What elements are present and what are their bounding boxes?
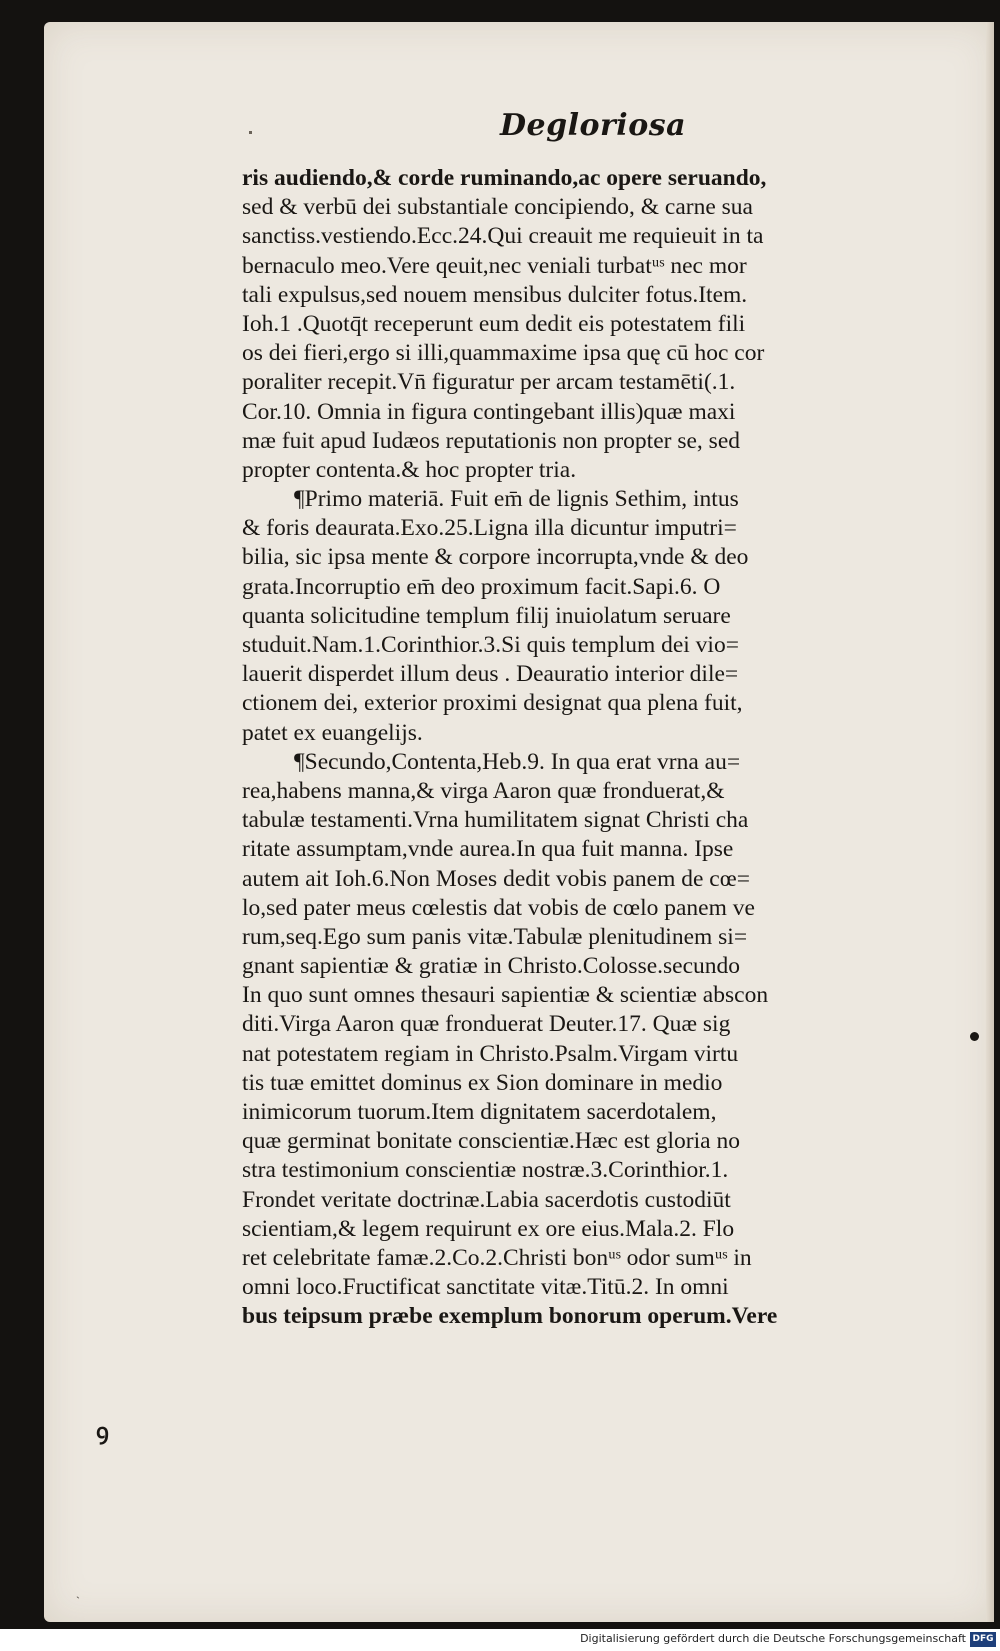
text-line: lo,sed pater meus cœlestis dat vobis de cœlo panem ve xyxy=(242,894,755,921)
text-line: bus teipsum præbe exemplum bonorum operum.Vere xyxy=(242,1303,778,1330)
ink-dot xyxy=(970,1032,979,1041)
text-line: sed & verbū dei substantiale concipiendo, & carne sua xyxy=(242,194,753,221)
text-block xyxy=(242,164,902,1332)
dfg-logo: DFG xyxy=(970,1632,996,1647)
text-line: ris audiendo,& corde ruminando,ac opere seruando, xyxy=(242,165,767,191)
text-line: nat potestatem regiam in Christo.Psalm.Virgam virtu xyxy=(242,1040,739,1067)
text-line: tis tuæ emittet dominus ex Sion dominare in medio xyxy=(242,1069,723,1096)
text-line: & foris deaurata.Exo.25.Ligna illa dicuntur imputri= xyxy=(242,515,737,542)
text-line: In quo sunt omnes thesauri sapientiæ & scientiæ abscon xyxy=(242,982,769,1009)
paragraph-start-line: ¶Secundo,Contenta,Heb.9. In qua erat vrna au= xyxy=(294,748,741,775)
text-line: rea,habens manna,& virga Aaron quæ fronduerat,& xyxy=(242,777,725,804)
text-line: patet ex euangelijs. xyxy=(242,719,423,746)
text-line: ctionem dei, exterior proximi designat qua plena fuit, xyxy=(242,690,743,717)
catchword-mark: ꝯ xyxy=(96,1419,109,1444)
text-line: inimicorum tuorum.Item dignitatem sacerdotalem, xyxy=(242,1099,717,1125)
margin-dot xyxy=(249,131,252,134)
text-line: lauerit disperdet illum deus . Deauratio interior dile= xyxy=(242,661,739,688)
text-line: grata.Incorruptio em̄ deo proximum facit.Sapi.6. O xyxy=(242,573,721,600)
text-line: sanctiss.vestiendo.Ecc.24.Qui creauit me requieuit in ta xyxy=(242,223,764,250)
funding-credit: Digitalisierung gefördert durch die Deutsche Forschungsgemeinschaft xyxy=(580,1632,966,1645)
text-line: bilia, sic ipsa mente & corpore incorrupta,vnde & deo xyxy=(242,544,749,571)
text-line: tali expulsus,sed nouem mensibus dulciter fotus.Item. xyxy=(242,281,748,308)
text-line: quæ germinat bonitate conscientiæ.Hæc est gloria no xyxy=(242,1128,740,1155)
text-line: propter contenta.& hoc propter tria. xyxy=(242,456,577,483)
text-line: Frondet veritate doctrinæ.Labia sacerdotis custodiūt xyxy=(242,1186,731,1213)
text-line: os dei fieri,ergo si illi,quammaxime ipsa quę cū hoc cor xyxy=(242,340,765,367)
text-line: rum,seq.Ego sum panis vitæ.Tabulæ plenitudinem si= xyxy=(242,923,748,950)
text-line: bernaculo meo.Vere qeuit,nec veniali turbatᵘˢ nec mor xyxy=(242,252,747,279)
digitization-footer xyxy=(0,1629,1000,1651)
text-line: omni loco.Fructificat sanctitate vitæ.Titū.2. In omni xyxy=(242,1274,729,1301)
text-line: studuit.Nam.1.Corinthior.3.Si quis templum dei vio= xyxy=(242,632,739,658)
text-line: tabulæ testamenti.Vrna humilitatem signat Christi cha xyxy=(242,807,749,834)
text-line: gnant sapientiæ & gratiæ in Christo.Colosse.secundo xyxy=(242,953,741,980)
running-head: Degloriosa xyxy=(500,108,687,143)
text-line: ret celebritate famæ.2.Co.2.Christi bonᵘˢ odor sumᵘˢ in xyxy=(242,1244,752,1271)
text-line: ritate assumptam,vnde aurea.In qua fuit manna. Ipse xyxy=(242,836,734,863)
text-line: autem ait Ioh.6.Non Moses dedit vobis panem de cœ= xyxy=(242,865,750,892)
paragraph-start-line: ¶Primo materiā. Fuit em̄ de lignis Sethim, intus xyxy=(294,486,739,513)
corner-mark: ˎ xyxy=(76,1585,80,1599)
text-line: diti.Virga Aaron quæ fronduerat Deuter.17. Quæ sig xyxy=(242,1011,731,1038)
text-line: poraliter recepit.Vn̄ figuratur per arcam testamēti(.1. xyxy=(242,369,736,396)
text-line: scientiam,& legem requirunt ex ore eius.Mala.2. Flo xyxy=(242,1215,735,1242)
text-line: Ioh.1 .Quotq̄t receperunt eum dedit eis potestatem fili xyxy=(242,310,746,337)
text-line: quanta solicitudine templum filij inuiolatum seruare xyxy=(242,602,731,629)
text-line: stra testimonium conscientiæ nostræ.3.Corinthior.1. xyxy=(242,1157,729,1184)
page-edge xyxy=(986,22,994,1622)
text-line: Cor.10. Omnia in figura contingebant illis)quæ maxi xyxy=(242,398,736,425)
text-line: mæ fuit apud Iudæos reputationis non propter se, sed xyxy=(242,427,740,454)
